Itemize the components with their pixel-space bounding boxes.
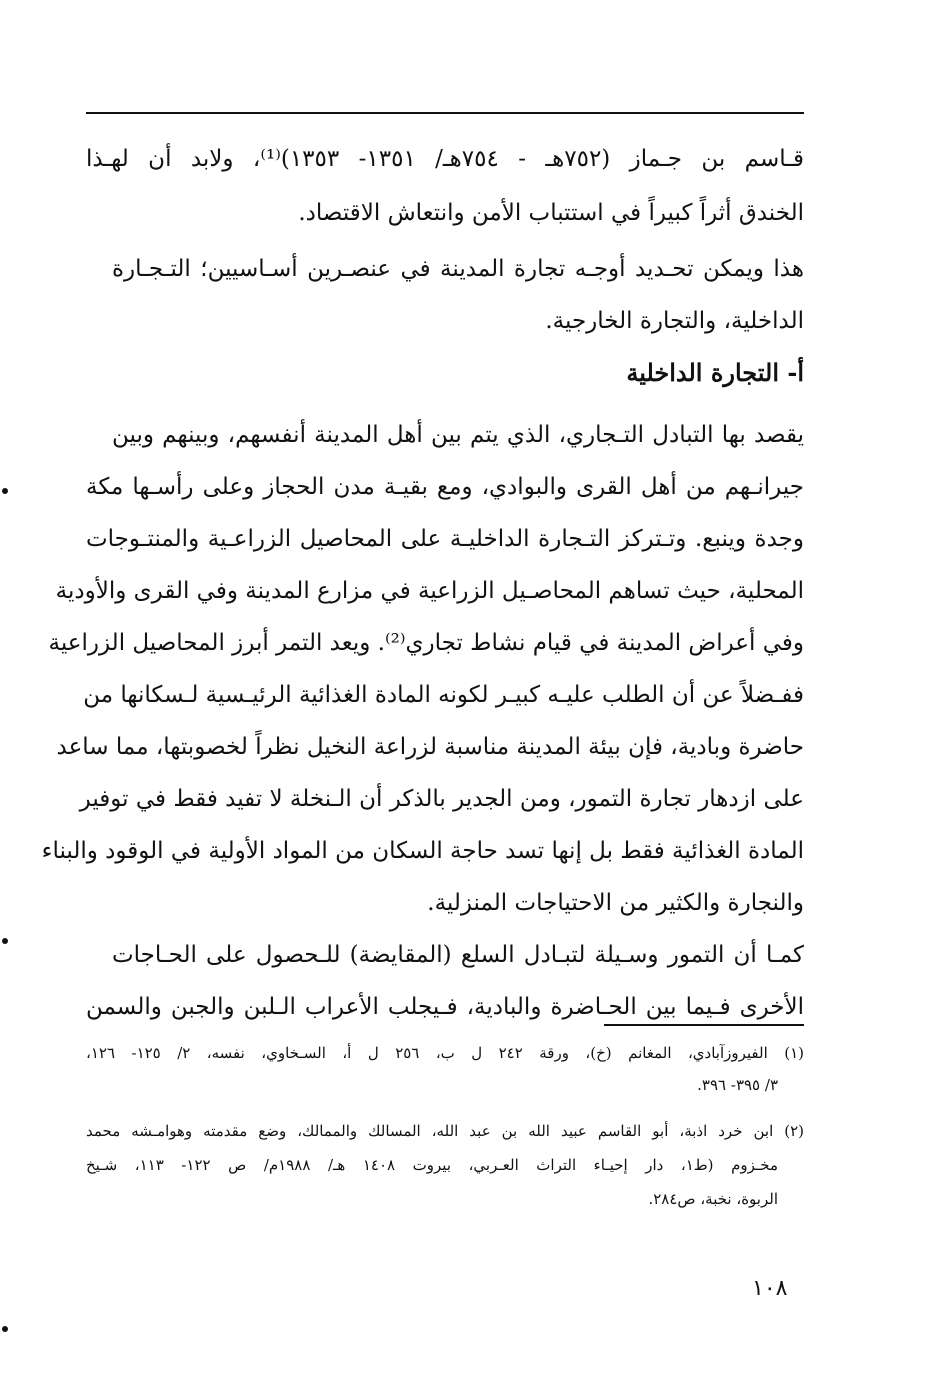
text-line: الداخلية، والتجارة الخارجية.	[545, 308, 804, 334]
margin-mark	[2, 488, 8, 494]
text-line: يقصد بها التبادل التـجاري، الذي يتم بين أهل المدينة أنفسهم، وبينهم وبين	[112, 422, 804, 448]
text-line: على ازدهار تجارة التمور، ومن الجدير بالذكر أن الـنخلة لا تفيد فقط في توفير	[79, 786, 804, 812]
text-line: الأخرى فـيما بين الحـاضرة والبادية، فـيجلب الأعراب الـلبن والجبن والسمن	[86, 994, 804, 1020]
margin-mark	[2, 1326, 8, 1332]
text-line: قـاسم بن جـماز (٧٥٢هـ - ٧٥٤هـ/ ١٣٥١- ١٣٥٣)⁽¹⁾، ولابد أن لهـذا	[86, 146, 804, 172]
text-line: جيرانـهم من أهل القرى والبوادي، ومع بقيـة مدن الحجاز وعلى رأسـها مكة	[86, 474, 804, 500]
header-rule	[86, 112, 804, 114]
text-line: المادة الغذائية فقط بل إنها تسد حاجة السكان من المواد الأولية في الوقود والبناء	[41, 838, 804, 864]
text-line: المحلية، حيث تساهم المحاصـيل الزراعية في مزارع المدينة وفي القرى والأودية	[55, 578, 804, 604]
text-line: ففـضلاً عن أن الطلب عليـه كبيـر لكونه المادة الغذائية الرئيـسية لـسكانها من	[83, 682, 804, 708]
text-line: حاضرة وبادية، فإن بيئة المدينة مناسبة لزراعة النخيل نظراً لخصوبتها، مما ساعد	[56, 734, 804, 760]
text-line: الخندق أثراً كبيراً في استتباب الأمن وانتعاش الاقتصاد.	[298, 200, 804, 226]
section-heading: أ- التجارة الداخلية	[626, 358, 804, 387]
text-line: كمـا أن التمور وسـيلة لتبـادل السلع (المقايضة) للـحصول على الحـاجات	[112, 942, 804, 968]
footnote-line: (٢) ابن خرد اذبة، أبو القاسم عبيد الله بن عبد الله، المسالك والممالك، وضع مقدمته وهوامـشه محمد	[86, 1122, 804, 1140]
text-line: والنجارة والكثير من الاحتياجات المنزلية.	[427, 890, 804, 916]
page-number: ١٠٨	[752, 1276, 788, 1301]
footnote-separator	[604, 1024, 804, 1026]
text-line: وفي أعراض المدينة في قيام نشاط تجاري⁽²⁾. ويعد التمر أبرز المحاصيل الزراعية	[48, 630, 804, 656]
footnote-line: (١) الفيروزآبادي، المغانم (خ)، ورقة ٢٤٢ ل ب، ٢٥٦ ل أ، السـخاوي، نفسه، ٢/ ١٢٥- ١٢٦،	[86, 1044, 804, 1062]
text-line: هذا ويمكن تحـديد أوجـه تجارة المدينة في عنصـرين أسـاسيين؛ التـجـارة	[112, 256, 804, 282]
footnote-line: الربوة، نخبة، ص٢٨٤.	[648, 1190, 778, 1208]
text-line: وجدة وينبع. وتـتركز التـجارة الداخليـة على المحاصيل الزراعـية والمنتـوجات	[86, 526, 804, 552]
margin-mark	[2, 938, 8, 944]
footnote-line: مخـزوم (ط١، دار إحيـاء التراث العـربي، بيروت ١٤٠٨ هـ/ ١٩٨٨م/ ص ١٢٢- ١١٣، شـيخ	[86, 1156, 778, 1174]
footnote-line: ٣/ ٣٩٥- ٣٩٦.	[697, 1076, 778, 1094]
